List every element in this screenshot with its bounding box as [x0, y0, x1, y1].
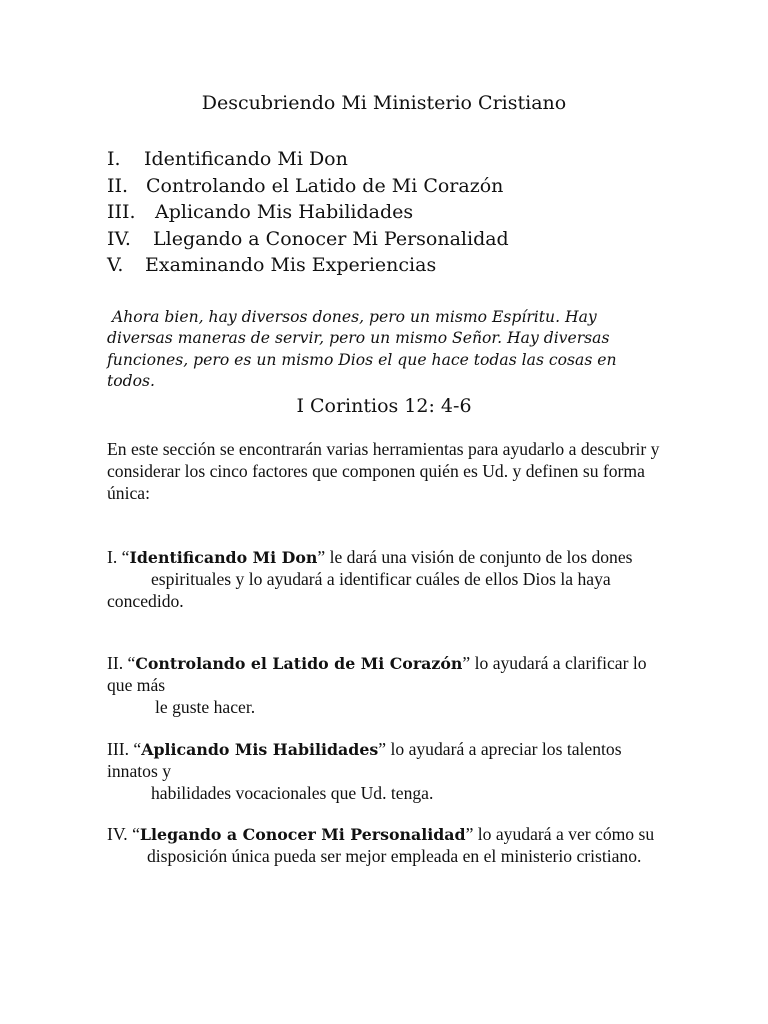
section-line-1: III. “Aplicando Mis Habilidades” lo ayudará a apreciar los talentos innatos y — [107, 739, 622, 781]
outline-item — [107, 252, 509, 279]
section-paragraph — [107, 824, 667, 868]
outline-text: Controlando el Latido de Mi Corazón — [146, 174, 504, 197]
outline-item — [107, 173, 509, 200]
section-title: Aplicando Mis Habilidades — [141, 740, 379, 759]
section-line-2: espirituales y lo ayudará a identificar cuáles de ellos Dios la haya concedido. — [107, 568, 611, 611]
outline-number: I. — [107, 148, 121, 170]
outline-item — [107, 226, 509, 253]
outline-item — [107, 146, 509, 173]
section-line-2: habilidades vocacionales que Ud. tenga. — [151, 782, 434, 803]
section-paragraph — [107, 739, 667, 804]
outline-text: Llegando a Conocer Mi Personalidad — [153, 227, 509, 250]
section-title: Identificando Mi Don — [129, 548, 318, 567]
intro-text: En este sección se encontrarán varias herramientas para ayudarlo a descubrir y considerar los cinco factores que componen quién es Ud. y definen su forma única: — [107, 439, 660, 503]
outline-text: Examinando Mis Experiencias — [145, 254, 437, 277]
section-paragraph — [107, 653, 667, 718]
section-title: Llegando a Conocer Mi Personalidad — [139, 825, 466, 844]
scripture-quote — [107, 307, 647, 392]
scripture-reference: I Corintios 12: 4-6 — [296, 395, 472, 417]
document-title: Descubriendo Mi Ministerio Cristiano — [201, 92, 567, 114]
outline-number: III. — [107, 201, 136, 224]
outline-number: IV. — [107, 227, 131, 250]
section-line-2: le guste hacer. — [155, 696, 256, 717]
scripture-quote-text: Ahora bien, hay diversos dones, pero un mismo Espíritu. Hay diversas maneras de servir, pero un mismo Señor. Hay diversas funciones, pero es un mismo Dios el que hace todas las cosas en todos. — [107, 308, 617, 390]
outline-list — [107, 146, 509, 279]
section-title: Controlando el Latido de Mi Corazón — [135, 654, 463, 673]
section-line-2: disposición única pueda ser mejor empleada en el ministerio cristiano. — [147, 845, 642, 866]
outline-text: Identificando Mi Don — [144, 148, 348, 170]
intro-paragraph — [107, 439, 667, 504]
outline-text: Aplicando Mis Habilidades — [155, 201, 414, 224]
section-line-1: IV. “Llegando a Conocer Mi Personalidad” lo ayudará a ver cómo su — [107, 824, 655, 844]
outline-number: II. — [107, 174, 129, 197]
section-paragraph — [107, 547, 667, 612]
section-line-1: II. “Controlando el Latido de Mi Corazón” lo ayudará a clarificar lo que más — [107, 653, 647, 695]
outline-item — [107, 199, 509, 226]
outline-number: V. — [107, 254, 124, 277]
section-line-1: I. “Identificando Mi Don” le dará una visión de conjunto de los dones — [107, 547, 633, 567]
